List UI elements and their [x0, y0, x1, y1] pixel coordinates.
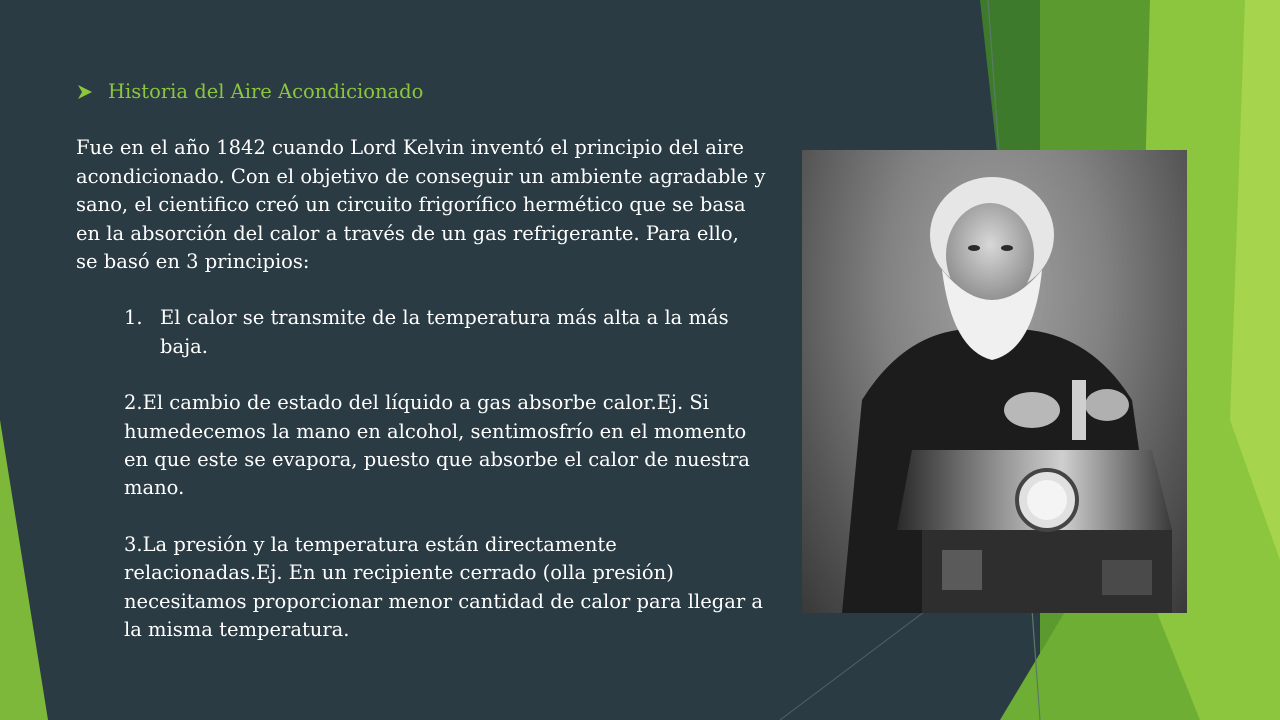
slide-heading: Historia del Aire Acondicionado	[108, 80, 424, 103]
principle-3: 3.La presión y la temperatura están directamente relacionadas.Ej. En un recipiente cerrado (olla presión) necesitamos proporcionar menor cantidad de calor para llegar a la misma temperatura.	[124, 532, 763, 642]
arrow-bullet-icon	[78, 85, 92, 99]
principle-2: 2.El cambio de estado del líquido a gas absorbe calor.Ej. Si humedecemos la mano en alcohol, sentimosfrío en el momento en que este se evapora, puesto que absorbe el calor de nuestra mano.	[124, 391, 750, 500]
principle-1	[124, 304, 766, 361]
principle-1-number: 1.	[124, 306, 143, 330]
portrait-photo	[802, 150, 1187, 613]
heading-row	[76, 78, 766, 106]
intro-paragraph: Fue en el año 1842 cuando Lord Kelvin inventó el principio del aire acondicionado. Con el objetivo de conseguir un ambiente agradable y sano, el cientifico creó un circuito frigorífico hermético que se basa en la absorción del calor a través de un gas refrigerante. Para ello, se basó en 3 principios:	[76, 136, 766, 274]
portrait-illustration	[802, 150, 1187, 613]
slide-content	[76, 78, 766, 673]
principle-1-text: El calor se transmite de la temperatura más alta a la más baja.	[160, 306, 729, 358]
green-wedge-left	[0, 420, 48, 720]
